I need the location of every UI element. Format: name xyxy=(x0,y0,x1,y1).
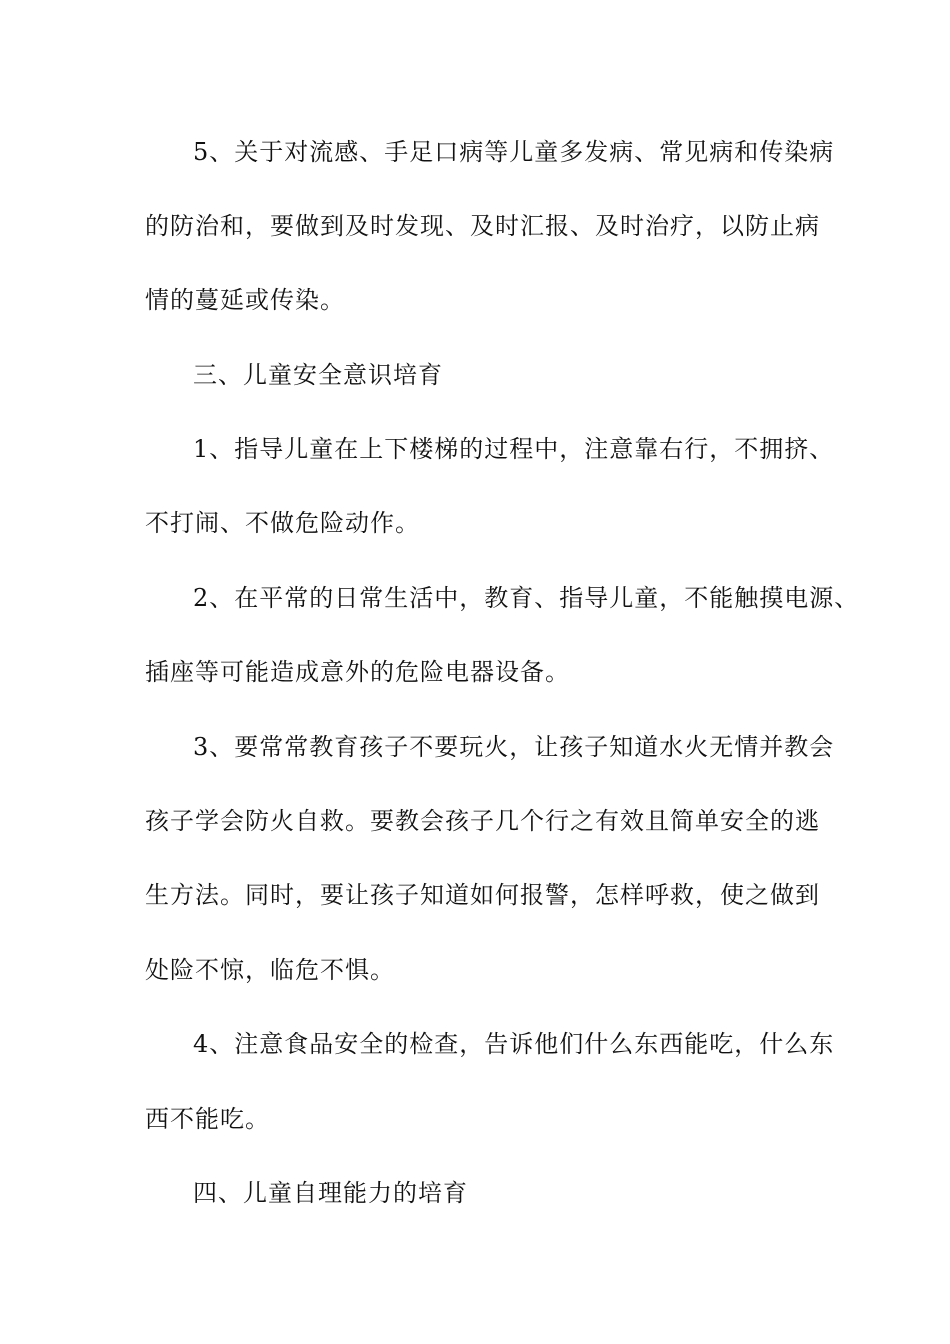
item-3-line-1: 3、要常常教育孩子不要玩火，让孩子知道水火无情并教会 xyxy=(193,733,835,761)
item-3-line-4: 处险不惊，临危不惧。 xyxy=(145,956,395,984)
paragraph-5-line-3: 情的蔓延或传染。 xyxy=(145,286,345,314)
item-1-line-1: 1、指导儿童在上下楼梯的过程中，注意靠右行，不拥挤、 xyxy=(193,435,835,463)
item-2-line-2: 插座等可能造成意外的危险电器设备。 xyxy=(145,658,570,686)
paragraph-5-line-2: 的防治和，要做到及时发现、及时汇报、及时治疗，以防止病 xyxy=(145,212,820,240)
item-3-line-2: 孩子学会防火自救。要教会孩子几个行之有效且简单安全的逃 xyxy=(145,807,820,835)
item-3-line-3: 生方法。同时，要让孩子知道如何报警，怎样呼救，使之做到 xyxy=(145,881,820,909)
item-2-line-1: 2、在平常的日常生活中，教育、指导儿童，不能触摸电源、 xyxy=(193,584,860,612)
paragraph-5-line-1: 5、关于对流感、手足口病等儿童多发病、常见病和传染病 xyxy=(193,138,835,166)
section-heading-4: 四、儿童自理能力的培育 xyxy=(193,1179,468,1207)
item-4-line-1: 4、注意食品安全的检查，告诉他们什么东西能吃，什么东 xyxy=(193,1030,835,1058)
item-4-line-2: 西不能吃。 xyxy=(145,1105,270,1133)
section-heading-3: 三、儿童安全意识培育 xyxy=(193,361,443,389)
item-1-line-2: 不打闹、不做危险动作。 xyxy=(145,509,420,537)
